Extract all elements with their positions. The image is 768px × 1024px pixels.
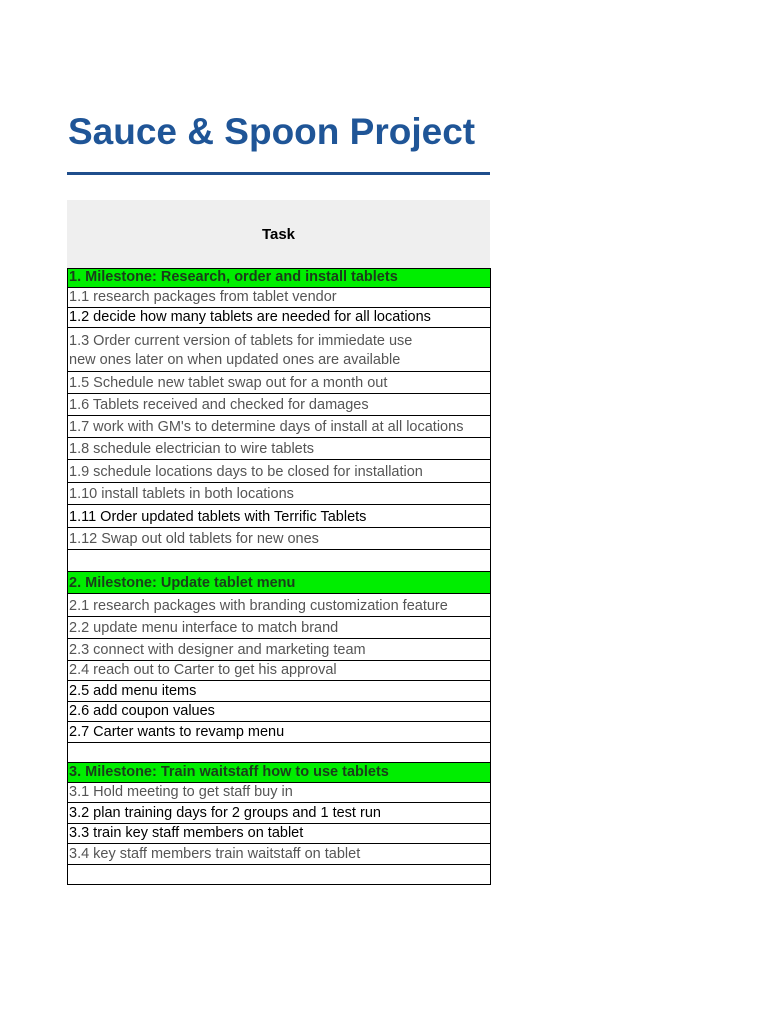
milestone-label: 1. Milestone: Research, order and install tablets [69,269,398,285]
task-label: 1.11 Order updated tablets with Terrific Tablets [69,509,367,525]
task-label: 3.1 Hold meeting to get staff buy in [69,784,293,800]
milestone-row-3[interactable] [67,762,491,782]
task-row[interactable] [67,437,491,459]
task-label: 3.3 train key staff members on tablet [69,825,304,841]
milestone-label: 3. Milestone: Train waitstaff how to use tablets [69,764,389,780]
task-label: 2.1 research packages with branding customization feature [69,598,448,614]
task-row[interactable] [67,459,491,482]
empty-row[interactable] [67,549,491,571]
task-row[interactable] [67,782,491,802]
task-row[interactable] [67,527,491,549]
task-row[interactable] [67,371,491,393]
milestone-label: 2. Milestone: Update tablet menu [69,575,296,591]
task-label: 1.5 Schedule new tablet swap out for a month out [69,375,388,391]
task-row[interactable] [67,327,491,371]
task-row[interactable] [67,504,491,527]
task-row[interactable] [67,287,491,307]
task-row[interactable] [67,638,491,660]
task-label: 3.2 plan training days for 2 groups and 1 test run [69,805,381,821]
task-row[interactable] [67,680,491,701]
task-label: new ones later on when updated ones are available [69,352,401,368]
task-label: 3.4 key staff members train waitstaff on tablet [69,846,361,862]
task-label: 1.9 schedule locations days to be closed for installation [69,464,423,480]
task-label: 2.5 add menu items [69,683,197,699]
task-label: 2.3 connect with designer and marketing team [69,642,366,658]
task-label: 2.7 Carter wants to revamp menu [69,724,285,740]
empty-row[interactable] [67,742,491,762]
task-label: 1.3 Order current version of tablets for immiedate use [69,333,413,349]
task-row[interactable] [67,415,491,437]
task-label: 2.6 add coupon values [69,703,215,719]
task-row[interactable] [67,482,491,504]
task-row[interactable] [67,843,491,864]
task-row[interactable] [67,701,491,721]
task-label: 1.2 decide how many tablets are needed for all locations [69,309,431,325]
milestone-row-1[interactable] [67,268,491,287]
task-row[interactable] [67,393,491,415]
task-row[interactable] [67,593,491,616]
task-label: 2.4 reach out to Carter to get his approval [69,662,337,678]
task-row[interactable] [67,823,491,843]
task-row[interactable] [67,660,491,680]
task-label: 1.7 work with GM's to determine days of install at all locations [69,419,464,435]
task-label: 1.6 Tablets received and checked for damages [69,397,369,413]
title-underline [67,172,490,175]
milestone-row-2[interactable] [67,571,491,593]
task-column-header[interactable] [67,200,490,268]
task-label: 1.10 install tablets in both locations [69,486,294,502]
task-label: 1.8 schedule electrician to wire tablets [69,441,315,457]
task-label: 1.1 research packages from tablet vendor [69,289,337,305]
empty-row[interactable] [67,864,491,885]
task-row[interactable] [67,616,491,638]
task-label: 1.12 Swap out old tablets for new ones [69,531,319,547]
task-row[interactable] [67,721,491,742]
task-row[interactable] [67,802,491,823]
page-title: Sauce & Spoon Project [68,111,476,152]
task-label: 2.2 update menu interface to match brand [69,620,339,636]
task-header-label: Task [261,225,296,243]
task-row[interactable] [67,307,491,327]
